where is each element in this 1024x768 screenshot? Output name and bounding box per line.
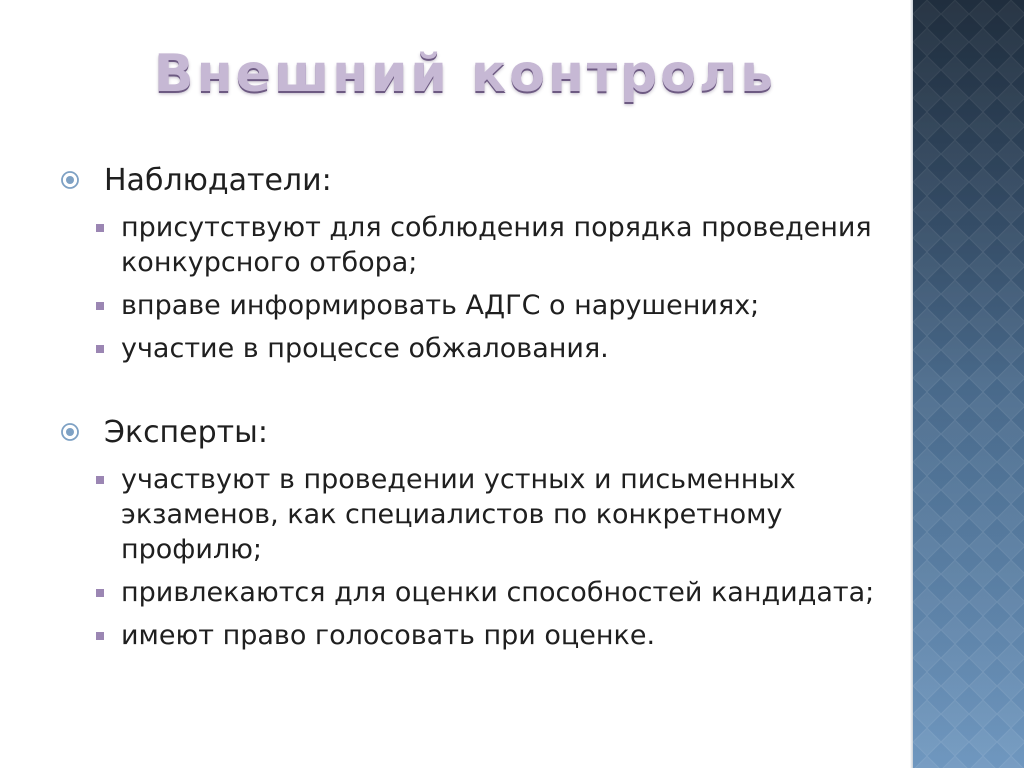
level1-item [60, 158, 890, 202]
sub-list [60, 210, 890, 366]
list-item-text: вправе информировать АДГС о нарушениях; [121, 290, 760, 321]
slide-title: Внешний контроль [154, 44, 776, 104]
square-bullet-icon [96, 302, 104, 310]
list-item [96, 288, 890, 323]
list-item [96, 462, 890, 567]
circle-dot-icon [60, 422, 80, 442]
decorative-side-band [913, 0, 1024, 768]
square-bullet-icon [96, 476, 104, 484]
list-item-text: имеют право голосовать при оценке. [121, 620, 656, 651]
slide-content [60, 158, 890, 661]
circle-dot-icon [60, 170, 80, 190]
section-observers [60, 158, 890, 366]
list-item [96, 575, 890, 610]
square-bullet-icon [96, 224, 104, 232]
level1-item [60, 410, 890, 454]
sub-list [60, 462, 890, 653]
list-item [96, 210, 890, 280]
section-heading: Эксперты: [104, 414, 268, 450]
diamond-pattern [913, 0, 1024, 768]
list-item [96, 618, 890, 653]
square-bullet-icon [96, 632, 104, 640]
list-item-text: участвуют в проведении устных и письменных экзаменов, как специалистов по конкретному профилю; [121, 464, 796, 565]
square-bullet-icon [96, 589, 104, 597]
list-item-text: участие в процессе обжалования. [121, 333, 609, 364]
square-bullet-icon [96, 345, 104, 353]
section-experts [60, 410, 890, 653]
list-item-text: привлекаются для оценки способностей кандидата; [121, 577, 875, 608]
list-item-text: присутствуют для соблюдения порядка проведения конкурсного отбора; [121, 212, 872, 278]
list-item [96, 331, 890, 366]
section-heading: Наблюдатели: [104, 162, 332, 198]
